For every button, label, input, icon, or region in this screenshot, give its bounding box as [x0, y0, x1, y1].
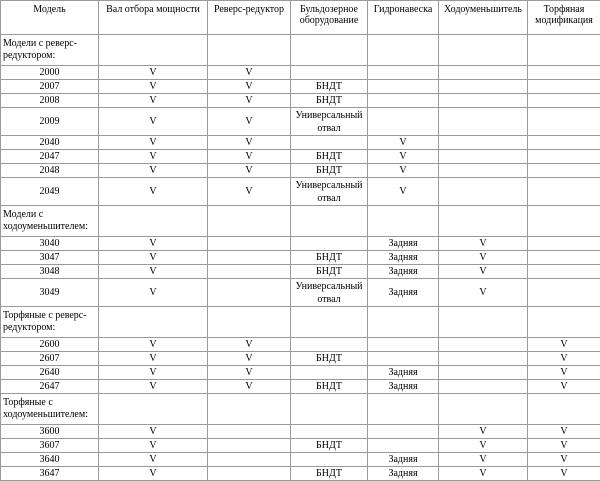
empty-cell: [439, 394, 528, 425]
header-pto: Вал отбора мощности: [99, 1, 208, 35]
reverse-cell: V: [208, 164, 291, 178]
table-row: [1, 178, 600, 206]
table-row: [1, 352, 600, 366]
model-cell: 2047: [1, 150, 99, 164]
model-cell: 2040: [1, 136, 99, 150]
peat-cell: [528, 265, 600, 279]
empty-cell: [99, 307, 208, 338]
reverse-cell: V: [208, 150, 291, 164]
model-cell: 2000: [1, 66, 99, 80]
peat-cell: V: [528, 338, 600, 352]
reverse-cell: V: [208, 178, 291, 206]
table-row: [1, 380, 600, 394]
hydraulics-cell: Задняя: [368, 251, 439, 265]
empty-cell: [439, 206, 528, 237]
empty-cell: [368, 206, 439, 237]
pto-cell: V: [99, 439, 208, 453]
bulldozer-cell: БНДТ: [291, 265, 368, 279]
hydraulics-cell: V: [368, 164, 439, 178]
creeper-cell: V: [439, 251, 528, 265]
reverse-cell: [208, 453, 291, 467]
bulldozer-cell: [291, 425, 368, 439]
model-cell: 3600: [1, 425, 99, 439]
model-cell: 2009: [1, 108, 99, 136]
creeper-cell: [439, 94, 528, 108]
pto-cell: V: [99, 467, 208, 481]
section-title: Торфяные с ходоуменьшителем:: [1, 394, 99, 425]
section-title: Торфяные с реверс-редуктором:: [1, 307, 99, 338]
bulldozer-cell: Универсальный отвал: [291, 108, 368, 136]
creeper-cell: [439, 352, 528, 366]
bulldozer-cell: БНДТ: [291, 467, 368, 481]
reverse-cell: [208, 439, 291, 453]
pto-cell: V: [99, 251, 208, 265]
creeper-cell: V: [439, 439, 528, 453]
hydraulics-cell: Задняя: [368, 279, 439, 307]
table-row: [1, 279, 600, 307]
model-cell: 3607: [1, 439, 99, 453]
model-cell: 2647: [1, 380, 99, 394]
model-cell: 2600: [1, 338, 99, 352]
pto-cell: V: [99, 108, 208, 136]
header-row: [1, 1, 600, 35]
bulldozer-cell: БНДТ: [291, 352, 368, 366]
bulldozer-cell: БНДТ: [291, 80, 368, 94]
peat-cell: [528, 164, 600, 178]
pto-cell: V: [99, 425, 208, 439]
hydraulics-cell: [368, 425, 439, 439]
peat-cell: [528, 80, 600, 94]
creeper-cell: [439, 66, 528, 80]
peat-cell: [528, 66, 600, 80]
pto-cell: V: [99, 453, 208, 467]
model-cell: 2049: [1, 178, 99, 206]
section-row: [1, 394, 600, 425]
pto-cell: V: [99, 352, 208, 366]
empty-cell: [528, 394, 600, 425]
table-row: [1, 80, 600, 94]
model-cell: 2048: [1, 164, 99, 178]
header-hydraulics: Гидронавеска: [368, 1, 439, 35]
reverse-cell: V: [208, 338, 291, 352]
bulldozer-cell: Универсальный отвал: [291, 279, 368, 307]
header-model: Модель: [1, 1, 99, 35]
table-row: [1, 251, 600, 265]
empty-cell: [291, 206, 368, 237]
peat-cell: [528, 279, 600, 307]
pto-cell: V: [99, 164, 208, 178]
empty-cell: [528, 35, 600, 66]
model-cell: 3640: [1, 453, 99, 467]
peat-cell: V: [528, 425, 600, 439]
table-row: [1, 265, 600, 279]
creeper-cell: [439, 150, 528, 164]
creeper-cell: V: [439, 425, 528, 439]
section-title: Модели с реверс-редуктором:: [1, 35, 99, 66]
reverse-cell: [208, 467, 291, 481]
reverse-cell: V: [208, 380, 291, 394]
creeper-cell: [439, 338, 528, 352]
hydraulics-cell: [368, 66, 439, 80]
reverse-cell: [208, 279, 291, 307]
bulldozer-cell: [291, 136, 368, 150]
section-row: [1, 35, 600, 66]
pto-cell: V: [99, 94, 208, 108]
model-cell: 3647: [1, 467, 99, 481]
hydraulics-cell: Задняя: [368, 366, 439, 380]
empty-cell: [208, 35, 291, 66]
model-cell: 2640: [1, 366, 99, 380]
empty-cell: [99, 394, 208, 425]
creeper-cell: V: [439, 279, 528, 307]
creeper-cell: [439, 380, 528, 394]
pto-cell: V: [99, 150, 208, 164]
peat-cell: [528, 150, 600, 164]
bulldozer-cell: Универсальный отвал: [291, 178, 368, 206]
empty-cell: [208, 307, 291, 338]
peat-cell: V: [528, 467, 600, 481]
header-bulldozer: Бульдозерное оборудование: [291, 1, 368, 35]
reverse-cell: [208, 237, 291, 251]
table-row: [1, 425, 600, 439]
reverse-cell: [208, 265, 291, 279]
empty-cell: [368, 307, 439, 338]
bulldozer-cell: [291, 237, 368, 251]
pto-cell: V: [99, 136, 208, 150]
pto-cell: V: [99, 237, 208, 251]
section-row: [1, 307, 600, 338]
table-row: [1, 66, 600, 80]
hydraulics-cell: Задняя: [368, 237, 439, 251]
reverse-cell: V: [208, 136, 291, 150]
peat-cell: [528, 178, 600, 206]
table-row: [1, 150, 600, 164]
model-cell: 2007: [1, 80, 99, 94]
peat-cell: V: [528, 453, 600, 467]
hydraulics-cell: [368, 439, 439, 453]
empty-cell: [291, 307, 368, 338]
bulldozer-cell: [291, 453, 368, 467]
creeper-cell: [439, 80, 528, 94]
reverse-cell: [208, 425, 291, 439]
creeper-cell: V: [439, 265, 528, 279]
section-row: [1, 206, 600, 237]
bulldozer-cell: [291, 338, 368, 352]
hydraulics-cell: V: [368, 136, 439, 150]
creeper-cell: V: [439, 467, 528, 481]
reverse-cell: [208, 251, 291, 265]
bulldozer-cell: БНДТ: [291, 251, 368, 265]
peat-cell: V: [528, 366, 600, 380]
hydraulics-cell: [368, 80, 439, 94]
peat-cell: [528, 94, 600, 108]
hydraulics-cell: [368, 352, 439, 366]
model-cell: 3047: [1, 251, 99, 265]
section-title: Модели с ходоуменьшителем:: [1, 206, 99, 237]
hydraulics-cell: V: [368, 178, 439, 206]
table-row: [1, 467, 600, 481]
empty-cell: [99, 35, 208, 66]
table-row: [1, 237, 600, 251]
peat-cell: [528, 251, 600, 265]
model-cell: 3049: [1, 279, 99, 307]
empty-cell: [368, 35, 439, 66]
reverse-cell: V: [208, 66, 291, 80]
empty-cell: [291, 35, 368, 66]
empty-cell: [99, 206, 208, 237]
bulldozer-cell: БНДТ: [291, 94, 368, 108]
empty-cell: [439, 307, 528, 338]
pto-cell: V: [99, 366, 208, 380]
hydraulics-cell: Задняя: [368, 453, 439, 467]
reverse-cell: V: [208, 366, 291, 380]
model-cell: 3048: [1, 265, 99, 279]
reverse-cell: V: [208, 108, 291, 136]
reverse-cell: V: [208, 80, 291, 94]
header-peat: Торфяная модификация: [528, 1, 600, 35]
header-creeper: Ходоуменьшитель: [439, 1, 528, 35]
peat-cell: V: [528, 352, 600, 366]
table-row: [1, 108, 600, 136]
creeper-cell: V: [439, 237, 528, 251]
bulldozer-cell: БНДТ: [291, 439, 368, 453]
bulldozer-cell: [291, 66, 368, 80]
table-row: [1, 136, 600, 150]
model-cell: 3040: [1, 237, 99, 251]
creeper-cell: [439, 366, 528, 380]
hydraulics-cell: Задняя: [368, 380, 439, 394]
model-cell: 2008: [1, 94, 99, 108]
empty-cell: [528, 307, 600, 338]
bulldozer-cell: БНДТ: [291, 380, 368, 394]
reverse-cell: V: [208, 94, 291, 108]
bulldozer-cell: [291, 366, 368, 380]
peat-cell: V: [528, 439, 600, 453]
bulldozer-cell: БНДТ: [291, 150, 368, 164]
table-row: [1, 164, 600, 178]
table-row: [1, 94, 600, 108]
creeper-cell: [439, 164, 528, 178]
hydraulics-cell: [368, 338, 439, 352]
pto-cell: V: [99, 66, 208, 80]
table-row: [1, 453, 600, 467]
table-row: [1, 338, 600, 352]
pto-cell: V: [99, 338, 208, 352]
table-row: [1, 439, 600, 453]
table-row: [1, 366, 600, 380]
hydraulics-cell: [368, 108, 439, 136]
pto-cell: V: [99, 380, 208, 394]
hydraulics-cell: Задняя: [368, 265, 439, 279]
pto-cell: V: [99, 80, 208, 94]
creeper-cell: V: [439, 453, 528, 467]
empty-cell: [528, 206, 600, 237]
header-reverse-gear: Реверс-редуктор: [208, 1, 291, 35]
peat-cell: V: [528, 380, 600, 394]
hydraulics-cell: [368, 94, 439, 108]
peat-cell: [528, 136, 600, 150]
pto-cell: V: [99, 279, 208, 307]
empty-cell: [291, 394, 368, 425]
creeper-cell: [439, 178, 528, 206]
bulldozer-cell: БНДТ: [291, 164, 368, 178]
model-cell: 2607: [1, 352, 99, 366]
creeper-cell: [439, 136, 528, 150]
empty-cell: [208, 394, 291, 425]
reverse-cell: V: [208, 352, 291, 366]
empty-cell: [368, 394, 439, 425]
hydraulics-cell: V: [368, 150, 439, 164]
empty-cell: [208, 206, 291, 237]
peat-cell: [528, 108, 600, 136]
hydraulics-cell: Задняя: [368, 467, 439, 481]
pto-cell: V: [99, 178, 208, 206]
peat-cell: [528, 237, 600, 251]
creeper-cell: [439, 108, 528, 136]
empty-cell: [439, 35, 528, 66]
pto-cell: V: [99, 265, 208, 279]
